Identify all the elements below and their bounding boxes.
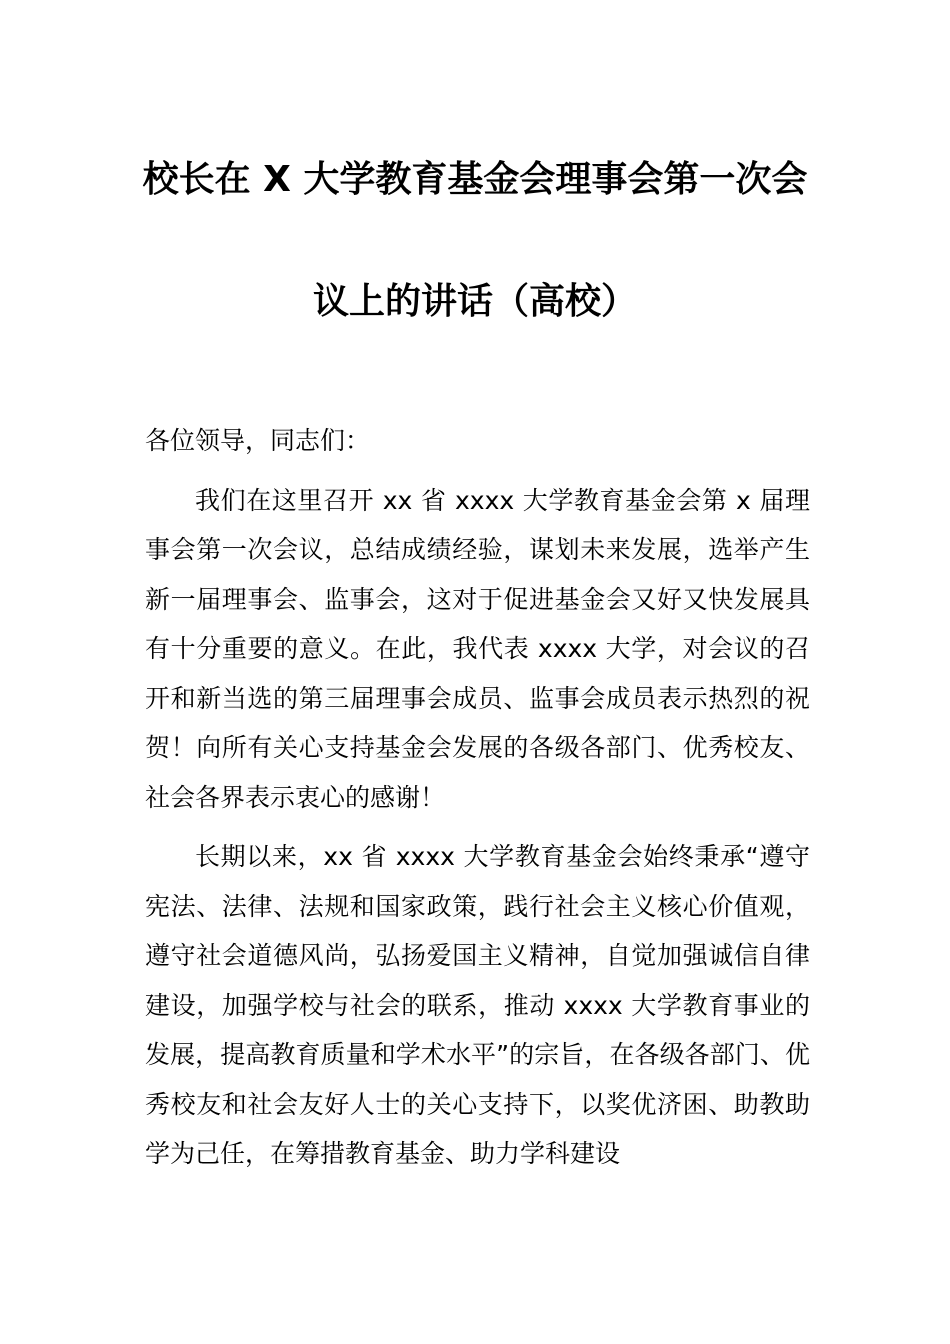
paragraph-2: 长期以来，xx 省 xxxx 大学教育基金会始终秉承“遵守宪法、法律、法规和国家政策，践行社会主义核心价值观，遵守社会道德风尚，弘扬爱国主义精神，自觉加强诚信自律建设，加强学校与社会的联系，推动 xxxx 大学教育事业的发展，提高教育质量和学术水平”的宗旨，在各级各部门、优秀校友和社会友好人士的关心支持下，以奖优济困、助教助学为己任，在筹措教育基金、助力学科建设 [145, 842, 810, 1168]
document-title-line-1: 校长在 X 大学教育基金会理事会第一次会 [142, 159, 808, 200]
paragraph-1: 我们在这里召开 xx 省 xxxx 大学教育基金会第 x 届理事会第一次会议，总结成绩经验，谋划未来发展，选举产生新一届理事会、监事会，这对于促进基金会又好又快发展具有十分重要的意义。在此，我代表 xxxx 大学，对会议的召开和新当选的第三届理事会成员、监事会成员表示热烈的祝贺！向所有关心支持基金会发展的各级各部门、优秀校友、社会各界表示衷心的感谢！ [145, 485, 810, 812]
document-body [145, 416, 810, 1179]
document-title-line-2: 议上的讲话（高校） [312, 281, 637, 322]
salutation: 各位领导，同志们： [145, 426, 371, 455]
